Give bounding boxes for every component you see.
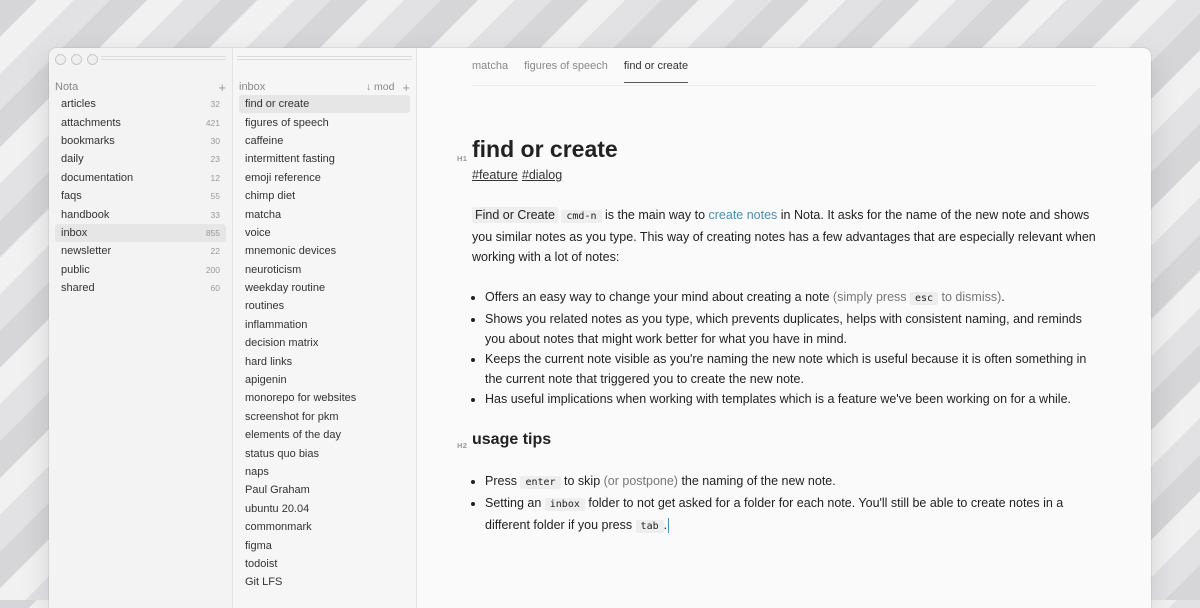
note-list-item[interactable]: todoist — [245, 557, 278, 570]
inbox-code: inbox — [545, 498, 585, 511]
folder-name: documentation — [61, 171, 134, 184]
text-cursor — [668, 518, 669, 533]
section-heading — [457, 429, 1096, 451]
note-list-item[interactable]: find or create — [239, 95, 410, 113]
create-notes-link[interactable]: create notes — [708, 208, 778, 222]
sidebar-item-faqs[interactable] — [55, 187, 226, 205]
note-title — [457, 134, 1096, 164]
tab-find-or-create[interactable]: find or create — [624, 60, 688, 83]
folder-count: 421 — [205, 117, 220, 128]
tab-code: tab — [636, 520, 664, 533]
folder-name: daily — [61, 153, 84, 166]
folder-name: bookmarks — [61, 134, 115, 147]
h2-marker: H2 — [457, 441, 468, 450]
folder-name: handbook — [61, 208, 110, 221]
folder-count: 12 — [210, 172, 220, 183]
note-list-item[interactable]: status quo bias — [245, 447, 319, 460]
esc-code: esc — [910, 292, 938, 305]
note-list-item[interactable]: intermittent fasting — [245, 153, 335, 166]
tab-bar — [472, 60, 688, 83]
note-list-item[interactable]: figures of speech — [245, 116, 329, 129]
list-item: • Press enter to skip (or postpone) the naming of the new note. — [485, 471, 1096, 493]
folder-name: shared — [61, 282, 95, 295]
tag-link[interactable]: #feature — [472, 168, 518, 182]
note-list — [239, 95, 410, 592]
note-list-item[interactable]: elements of the day — [245, 429, 342, 442]
note-list-item[interactable]: naps — [245, 466, 269, 478]
intro-text: is the main way to — [601, 208, 709, 222]
advantages-list — [472, 287, 1096, 409]
folder-count: 32 — [210, 99, 220, 110]
note-list-item[interactable]: figma — [245, 539, 272, 552]
sidebar-item-bookmarks[interactable] — [55, 132, 226, 150]
tab-figures-of-speech[interactable]: figures of speech — [524, 60, 608, 72]
note-list-item[interactable]: apigenin — [245, 374, 287, 387]
note-content[interactable] — [457, 134, 1096, 537]
note-list-item[interactable]: emoji reference — [245, 171, 321, 184]
list-item: • Keeps the current note visible as you're naming the new note which is useful because it is often something in the current note that triggered you to create the new note. — [485, 349, 1096, 389]
list-item: • Shows you related notes as you type, which prevents duplicates, helps with consistent naming, and reminds you about notes that might work better for what you have in mind. — [485, 309, 1096, 349]
sidebar-item-handbook[interactable] — [55, 205, 226, 223]
current-folder-title: inbox — [239, 81, 266, 93]
tips-list — [472, 471, 1096, 537]
folder-count: 55 — [210, 191, 220, 202]
note-list-item[interactable]: weekday routine — [245, 282, 326, 295]
note-list-header — [239, 79, 410, 95]
enter-code: enter — [520, 476, 560, 489]
minimize-window-button[interactable] — [71, 54, 82, 65]
tab-bar-divider — [472, 85, 1096, 86]
folder-name: faqs — [61, 190, 82, 203]
folder-name: inbox — [61, 226, 88, 239]
sidebar-item-newsletter[interactable] — [55, 242, 226, 260]
feature-name-highlight: Find or Create — [472, 207, 558, 223]
sort-toggle[interactable]: ↓ mod — [365, 81, 395, 93]
folder-count: 60 — [210, 283, 220, 294]
note-list-panel — [233, 48, 417, 608]
folder-name: newsletter — [61, 245, 112, 258]
sidebar-item-shared[interactable] — [55, 279, 226, 297]
folder-sidebar — [49, 48, 233, 608]
titlebar-drag-area[interactable] — [237, 56, 412, 62]
note-list-item[interactable]: ubuntu 20.04 — [245, 502, 310, 515]
folder-count: 33 — [210, 209, 220, 220]
app-window — [49, 48, 1151, 608]
folder-count: 23 — [210, 154, 220, 165]
note-list-item[interactable]: caffeine — [245, 134, 284, 147]
note-list-item[interactable]: inflammation — [245, 318, 308, 331]
folder-count: 855 — [205, 227, 220, 238]
note-list-item[interactable]: routines — [245, 300, 285, 313]
add-folder-icon[interactable]: + — [218, 79, 226, 95]
sidebar-item-attachments[interactable] — [55, 113, 226, 131]
editor — [417, 48, 1151, 608]
note-list-item[interactable]: monorepo for websites — [245, 392, 357, 405]
folder-count: 22 — [210, 246, 220, 257]
folder-name: attachments — [61, 116, 121, 129]
close-window-button[interactable] — [55, 54, 66, 65]
sidebar-item-inbox[interactable] — [55, 224, 226, 242]
note-list-item[interactable]: decision matrix — [245, 337, 319, 350]
h1-marker: H1 — [457, 154, 468, 163]
titlebar-drag-area[interactable] — [101, 56, 226, 62]
note-list-item[interactable]: commonmark — [245, 521, 312, 534]
folder-name: articles — [61, 98, 96, 111]
sidebar-item-articles[interactable] — [55, 95, 226, 113]
note-list-item[interactable]: voice — [245, 226, 271, 239]
add-note-icon[interactable]: + — [402, 79, 410, 95]
folder-name: public — [61, 263, 90, 276]
section-heading-text: usage tips — [472, 431, 552, 448]
list-item: • Offers an easy way to change your mind about creating a note (simply press esc to dismiss). — [485, 287, 1096, 309]
note-list-item[interactable]: Git LFS — [245, 576, 283, 589]
zoom-window-button[interactable] — [87, 54, 98, 65]
sidebar-item-public[interactable] — [55, 261, 226, 279]
sidebar-item-documentation[interactable] — [55, 169, 226, 187]
note-tags — [472, 165, 1096, 185]
note-list-item[interactable]: hard links — [245, 355, 293, 368]
note-list-item[interactable]: Paul Graham — [245, 484, 310, 497]
note-list-item[interactable]: chimp diet — [245, 190, 296, 203]
list-item: • Has useful implications when working with templates which is a feature we've been working on for a while. — [485, 389, 1096, 409]
folder-list — [55, 95, 226, 297]
sidebar-header — [55, 79, 226, 95]
sidebar-item-daily[interactable] — [55, 150, 226, 168]
window-controls — [55, 54, 98, 65]
tag-link[interactable]: #dialog — [521, 168, 563, 182]
intro-text: in Nota. It asks for the name of the new note and shows you similar notes as you type. This way of creating notes has a few advantages that are especially relevant when working with a lot of notes: — [472, 208, 1096, 264]
intro-paragraph — [472, 205, 1096, 267]
app-title: Nota — [55, 81, 79, 93]
tab-matcha[interactable]: matcha — [472, 60, 509, 72]
note-list-item[interactable]: neuroticism — [245, 263, 302, 276]
note-title-text: find or create — [472, 136, 618, 162]
note-list-item[interactable]: mnemonic devices — [245, 245, 337, 258]
note-list-item[interactable]: matcha — [245, 208, 282, 221]
folder-count: 200 — [205, 264, 220, 275]
shortcut-code: cmd-n — [561, 210, 601, 223]
note-list-item[interactable]: screenshot for pkm — [245, 410, 339, 423]
list-item: • Setting an inbox folder to not get asked for a folder for each note. You'll still be able to create notes in a different folder if you press tab . — [485, 493, 1096, 537]
folder-count: 30 — [210, 135, 220, 146]
